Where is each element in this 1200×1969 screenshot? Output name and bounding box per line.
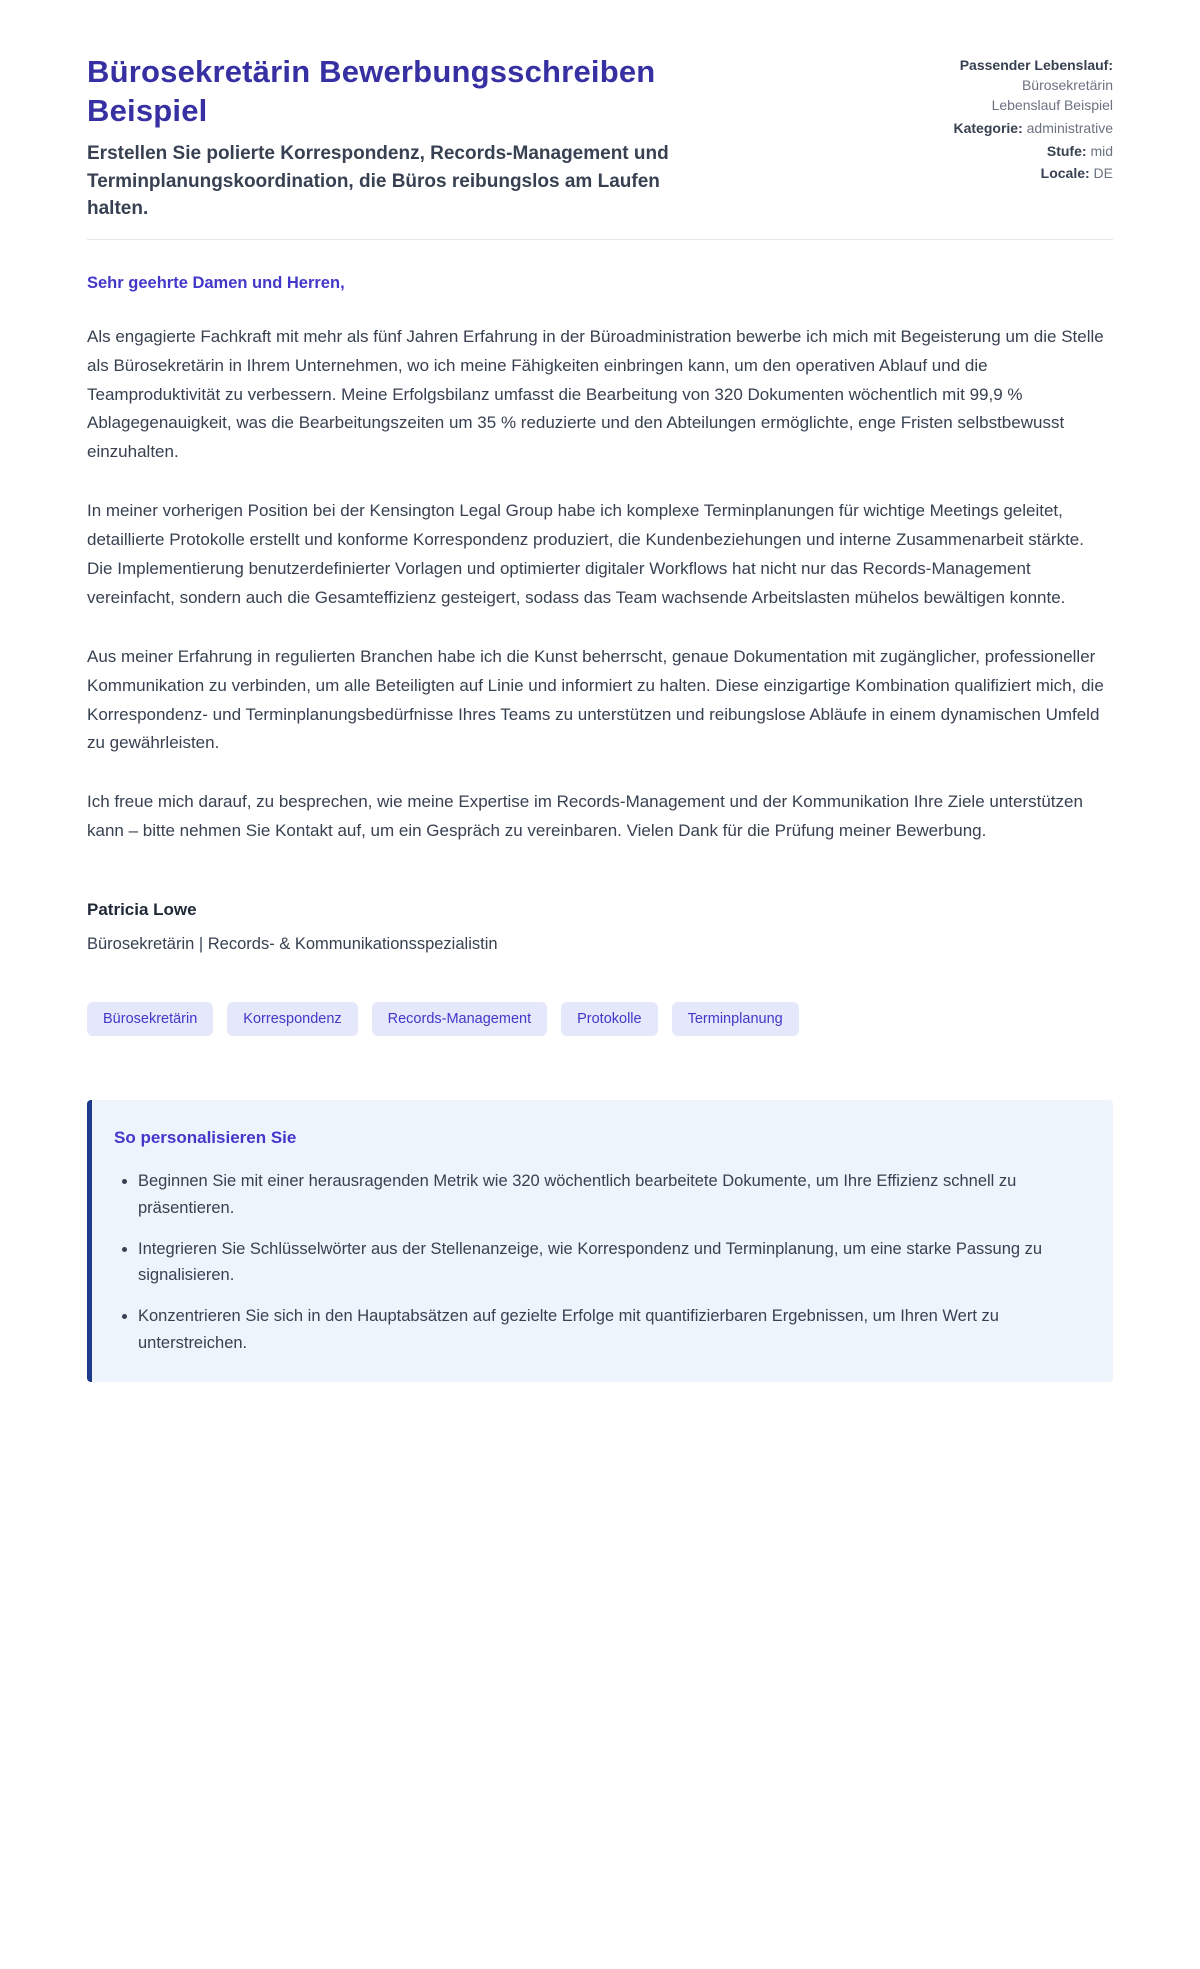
tag-list: [87, 1002, 1113, 1036]
signature-title: Bürosekretärin | Records- & Kommunikationsspezialistin: [87, 935, 498, 954]
tips-list: [114, 1168, 1083, 1356]
meta-locale-value: DE: [1093, 165, 1113, 182]
page-title: Bürosekretärin Bewerbungsschreiben Beispiel: [87, 54, 656, 129]
meta-resume: [951, 56, 1113, 116]
letter-paragraph: Ich freue mich darauf, zu besprechen, wie meine Expertise im Records-Management und der Kommunikation Ihre Ziele unterstützen kann – bitte nehmen Sie Kontakt auf, um ein Gespräch zu vereinbaren. Vielen Dank für die Prüfung meiner Bewerbung.: [87, 792, 1083, 841]
letter-paragraph: In meiner vorherigen Position bei der Kensington Legal Group habe ich komplexe Terminplanungen für wichtige Meetings geleitet, detaillierte Protokolle erstellt und konforme Korrespondenz produziert, die Kundenbeziehungen und interne Zusammenarbeit stärkte. Die Implementierung benutzerdefinierter Vorlagen und optimierter digitaler Workflows hat nicht nur das Records-Management vereinfacht, sondern auch die Gesamteffizienz gesteigert, sodass das Team wachsende Arbeitslasten mühelos bewältigen konnte.: [87, 501, 1084, 607]
meta-level-value: mid: [1090, 142, 1113, 159]
tip-item: • Integrieren Sie Schlüsselwörter aus der Stellenanzeige, wie Korrespondenz und Terminplanung, um eine starke Passung zu signalisieren.: [138, 1236, 1083, 1289]
tag-pill[interactable]: Records-Management: [372, 1002, 547, 1036]
signature-block: [87, 900, 1113, 954]
header-title-block: [87, 52, 687, 223]
page-header: [87, 52, 1113, 223]
meta-category-value: administrative: [1026, 119, 1113, 136]
personalization-tips: [87, 1100, 1113, 1382]
tip-item: • Beginnen Sie mit einer herausragenden Metrik wie 320 wöchentlich bearbeitete Dokumente, um Ihre Effizienz schnell zu präsentieren.: [138, 1168, 1083, 1221]
header-divider: [87, 239, 1113, 240]
meta-locale: [951, 164, 1113, 184]
tips-title: So personalisieren Sie: [114, 1128, 297, 1148]
meta-category-label: Kategorie:: [953, 119, 1023, 136]
tag-pill[interactable]: Protokolle: [561, 1002, 657, 1036]
meta-level-label: Stufe:: [1046, 142, 1087, 159]
meta-resume-value: Bürosekretärin Lebenslauf Beispiel: [991, 76, 1113, 113]
signature-name: Patricia Lowe: [87, 900, 197, 920]
meta-locale-label: Locale:: [1040, 165, 1090, 182]
tip-item: • Konzentrieren Sie sich in den Hauptabsätzen auf gezielte Erfolge mit quantifizierbaren Ergebnissen, um Ihren Wert zu unterstreichen.: [138, 1303, 1083, 1356]
page-subtitle: Erstellen Sie polierte Korrespondenz, Records-Management und Terminplanungskoordination, die Büros reibungslos am Laufen halten.: [87, 143, 669, 220]
letter-body: [87, 274, 1113, 954]
tag-pill[interactable]: Korrespondenz: [227, 1002, 357, 1036]
tag-pill[interactable]: Terminplanung: [672, 1002, 799, 1036]
meta-category: [951, 119, 1113, 139]
salutation: Sehr geehrte Damen und Herren,: [87, 273, 345, 292]
letter-paragraph: Aus meiner Erfahrung in regulierten Branchen habe ich die Kunst beherrscht, genaue Dokumentation mit zugänglicher, professioneller Kommunikation zu verbinden, um alle Beteiligten auf Linie und informiert zu halten. Diese einzigartige Kombination qualifiziert mich, die Korrespondenz- und Terminplanungsbedürfnisse Ihres Teams zu unterstützen und reibungslose Abläufe in einem dynamischen Umfeld zu gewährleisten.: [87, 646, 1104, 753]
meta-level: [951, 142, 1113, 162]
meta-resume-label: Passender Lebenslauf:: [959, 57, 1113, 73]
meta-panel: [951, 52, 1113, 187]
letter-paragraph: Als engagierte Fachkraft mit mehr als fünf Jahren Erfahrung in der Büroadministration bewerbe ich mich mit Begeisterung um die Stelle als Bürosekretärin in Ihrem Unternehmen, wo ich meine Fähigkeiten einbringen kann, um den operativen Ablauf und die Teamproduktivität zu verbessern. Meine Erfolgsbilanz umfasst die Bearbeitung von 320 Dokumenten wöchentlich mit 99,9 % Ablagegenauigkeit, was die Bearbeitungszeiten um 35 % reduzierte und den Abteilungen ermöglichte, enge Fristen selbstbewusst einzuhalten.: [87, 326, 1104, 462]
tag-pill[interactable]: Bürosekretärin: [87, 1002, 213, 1036]
content-container: [87, 0, 1113, 1382]
